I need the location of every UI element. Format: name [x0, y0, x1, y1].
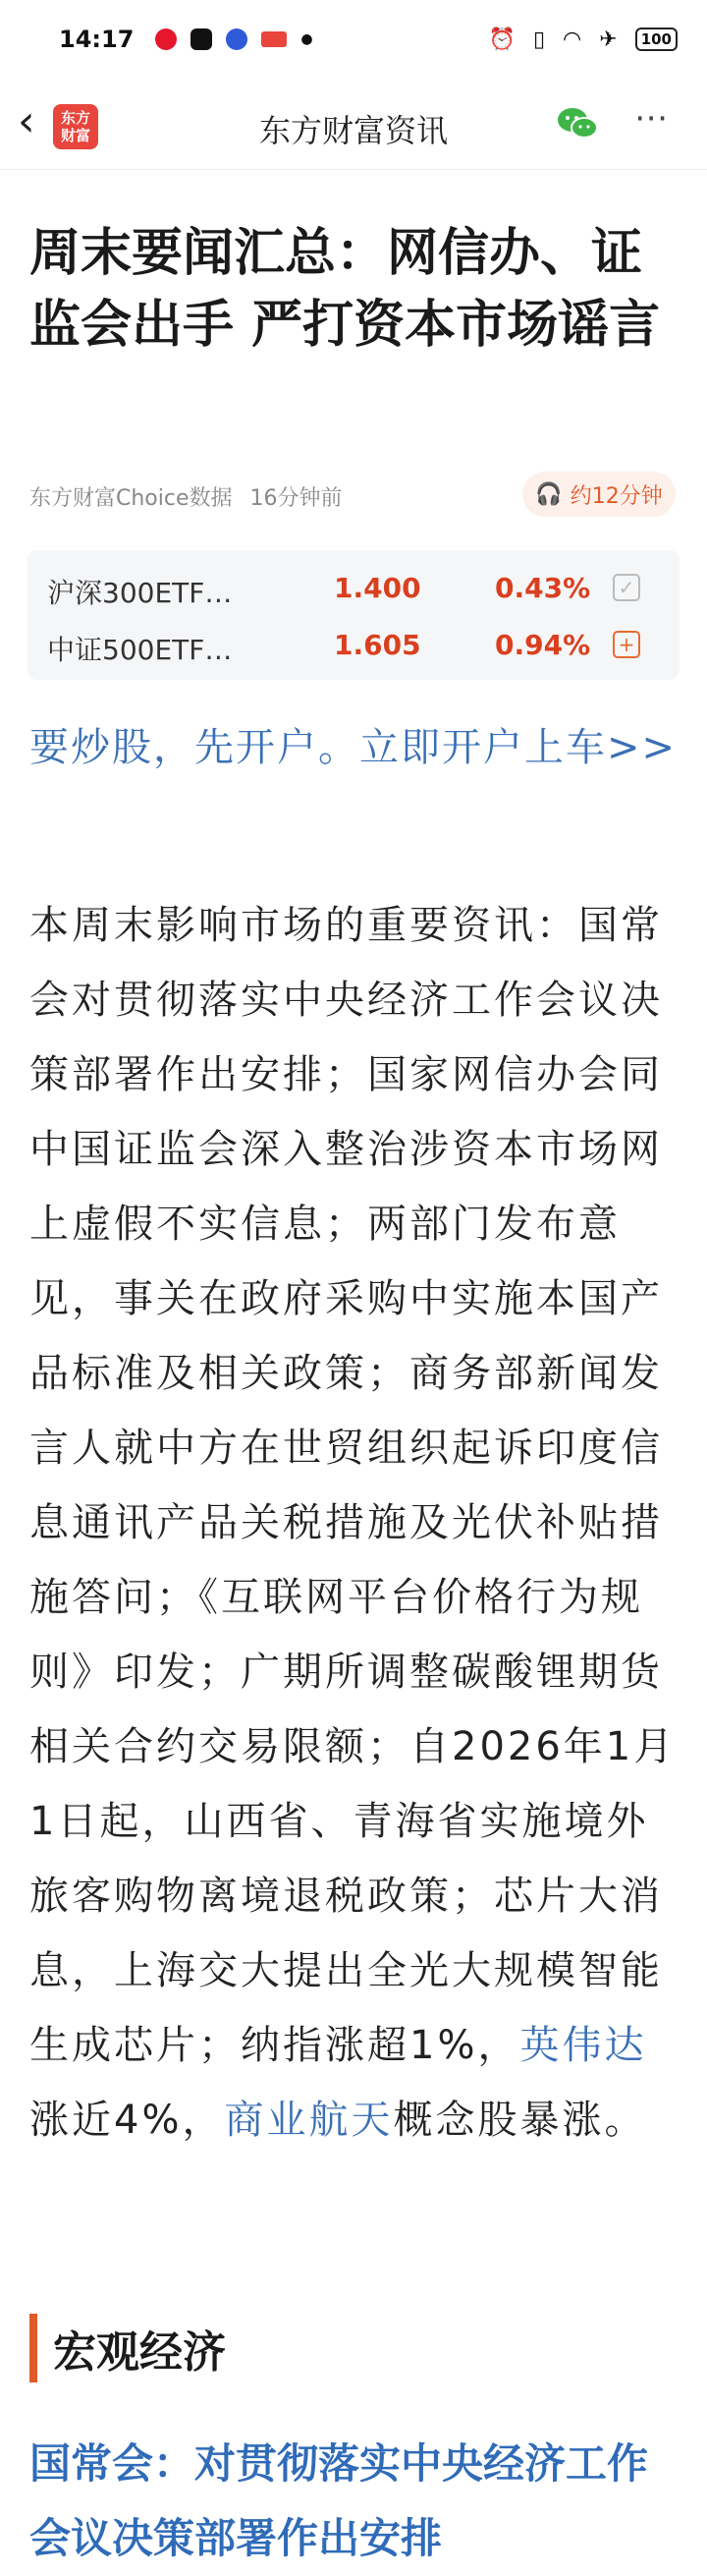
quote-row[interactable] [27, 558, 680, 615]
article-body [29, 888, 678, 2157]
alarm-icon: ⏰ [488, 27, 516, 52]
baidu-icon [226, 28, 247, 50]
stock-link-nvidia[interactable]: 英伟达 [519, 2023, 647, 2068]
listen-duration: 约12分钟 [570, 483, 663, 509]
quote-price: 1.605 [334, 629, 421, 661]
body-text: 本周末影响市场的重要资讯：国常会对贯彻落实中央经济工作会议决策部署作出安排；国家网信办会同中国证监会深入整治涉资本市场网上虚假不实信息；两部门发布意见，事关在政府采购中实施本国产品标准及相关政策；商务部新闻发言人就中方在世贸组织起诉印度信息通讯产品关税措施及光伏补贴措施答问；《互联网平台价格行为规则》印发；广期所调整碳酸锂期货相关合约交易限额；自2026年1月1日起，山西省、青海省实施境外旅客购物离境退税政策；芯片大消息，上海交大提出全光大规模智能生成芯片；纳指涨超1%， [29, 903, 677, 2068]
open-account-link[interactable]: 要炒股，先开户。立即开户上车>> [29, 725, 678, 770]
add-watchlist-icon[interactable]: + [613, 631, 640, 658]
nav-title: 东方财富资讯 [258, 112, 448, 149]
article-title: 周末要闻汇总：网信办、证监会出手 严打资本市场谣言 [29, 224, 661, 355]
tiktok-icon [190, 28, 212, 50]
logo-line2: 财富 [60, 127, 90, 144]
more-notifications-icon: ● [300, 31, 313, 47]
section-header [29, 2314, 226, 2382]
wifi-icon: ◠ [563, 27, 582, 52]
more-options-icon[interactable]: ⋯ [634, 98, 670, 138]
wechat-share-icon[interactable] [556, 104, 599, 143]
listen-button[interactable] [522, 472, 676, 517]
status-time: 14:17 [59, 26, 135, 53]
quote-change: 0.94% [495, 629, 591, 661]
quote-change: 0.43% [495, 572, 591, 604]
vibrate-icon: ▯ [532, 27, 546, 52]
article-time: 16分钟前 [249, 486, 343, 511]
nav-bar [0, 79, 707, 170]
notification-icon [261, 31, 287, 47]
back-icon[interactable]: ‹ [18, 96, 35, 146]
related-quotes [27, 550, 680, 680]
quote-name: 沪深300ETF… [47, 577, 233, 609]
quote-row[interactable] [27, 615, 680, 672]
battery-icon: 100 [635, 28, 678, 51]
checked-icon[interactable]: ✓ [613, 574, 640, 601]
status-right [489, 28, 678, 52]
quote-price: 1.400 [334, 572, 421, 604]
airplane-icon: ✈ [599, 27, 618, 52]
status-app-icons [155, 28, 312, 50]
article-source: 东方财富Choice数据 [29, 486, 233, 511]
quote-name: 中证500ETF… [47, 634, 233, 666]
news-subheading[interactable]: 国常会：对贯彻落实中央经济工作会议决策部署作出安排 [29, 2439, 649, 2562]
section-label: 宏观经济 [53, 2327, 226, 2378]
weibo-icon [155, 28, 177, 50]
logo-line1: 东方 [60, 109, 90, 127]
body-text: 涨近4%， [29, 2098, 225, 2143]
section-accent-bar [29, 2314, 37, 2382]
status-bar [0, 0, 707, 79]
article-meta [29, 481, 343, 512]
headphones-icon: 🎧 [535, 481, 563, 507]
body-text: 概念股暴涨。 [393, 2098, 647, 2143]
concept-link-commercial-space[interactable]: 商业航天 [224, 2098, 394, 2143]
